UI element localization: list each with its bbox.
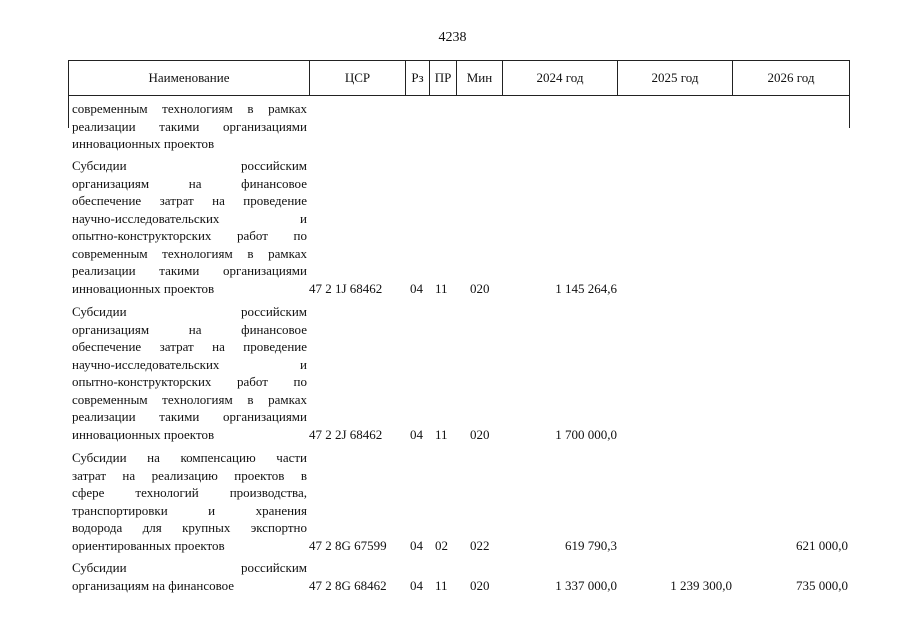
description-line: реализации такими организациями (72, 409, 307, 424)
row-2024-value: 1 145 264,6 (555, 280, 617, 296)
table-left-border (68, 96, 69, 128)
description-line: Субсидии российским (72, 304, 307, 319)
description-line: транспортировки и хранения (72, 502, 307, 518)
column-header-2025: 2025 год (618, 61, 733, 95)
description-line: организациям на финансовое (72, 321, 307, 337)
row-description (72, 559, 307, 594)
description-line: ориентированных проектов (72, 537, 225, 553)
row-pr: 11 (435, 577, 448, 593)
row-2025-value: 1 239 300,0 (670, 577, 732, 593)
description-line: организациям на финансовое (72, 175, 307, 191)
description-line: современным технологиям в рамках (72, 391, 307, 407)
row-rz: 04 (410, 537, 423, 553)
row-pr: 11 (435, 426, 448, 442)
row-min: 020 (470, 577, 490, 593)
description-line: реализации такими организациями (72, 263, 307, 278)
description-line: современным технологиям в рамках (72, 101, 307, 116)
row-min: 020 (470, 280, 490, 296)
description-line: сфере технологий производства, (72, 485, 307, 500)
row-description (72, 157, 307, 297)
description-line: Субсидии российским (72, 158, 307, 173)
row-description (72, 449, 307, 554)
column-header-rz: Рз (406, 61, 430, 95)
description-line: опытно-конструкторских работ по (72, 374, 307, 389)
row-2026-value: 735 000,0 (796, 577, 848, 593)
row-min: 020 (470, 426, 490, 442)
description-line: обеспечение затрат на проведение (72, 339, 307, 354)
row-csr: 47 2 2J 68462 (309, 426, 383, 442)
description-line: Субсидии российским (72, 560, 307, 575)
row-min: 022 (470, 537, 490, 553)
description-line: организациям на финансовое (72, 577, 235, 593)
row-2026-value: 621 000,0 (796, 537, 848, 553)
row-2024-value: 619 790,3 (565, 537, 617, 553)
row-rz: 04 (410, 280, 423, 296)
description-line: водорода для крупных экспортно (72, 520, 307, 535)
description-line: научно-исследовательских и (72, 210, 307, 226)
description-line: реализации такими организациями (72, 118, 307, 134)
description-line: обеспечение затрат на проведение (72, 193, 307, 208)
column-header-csr: ЦСР (310, 61, 406, 95)
column-header-2024: 2024 год (503, 61, 618, 95)
description-line: инновационных проектов (72, 426, 215, 442)
row-description (72, 100, 307, 153)
column-header-pr: ПР (430, 61, 457, 95)
row-description (72, 303, 307, 443)
table-header (68, 60, 850, 96)
row-csr: 47 2 8G 67599 (309, 537, 387, 553)
row-rz: 04 (410, 577, 423, 593)
page-number: 4238 (438, 30, 467, 45)
description-line: инновационных проектов (72, 280, 215, 296)
table-right-border (849, 96, 850, 128)
column-header-min: Мин (457, 61, 503, 95)
description-line: научно-исследовательских и (72, 356, 307, 372)
column-header-name: Наименование (69, 61, 310, 95)
row-csr: 47 2 8G 68462 (309, 577, 387, 593)
row-2024-value: 1 337 000,0 (555, 577, 617, 593)
description-line: опытно-конструкторских работ по (72, 228, 307, 243)
description-line: Субсидии на компенсацию части (72, 450, 307, 465)
description-line: затрат на реализацию проектов в (72, 467, 307, 483)
description-line: современным технологиям в рамках (72, 245, 307, 261)
column-header-2026: 2026 год (767, 70, 815, 85)
row-2024-value: 1 700 000,0 (555, 426, 617, 442)
row-rz: 04 (410, 426, 423, 442)
description-line: инновационных проектов (72, 136, 215, 151)
row-csr: 47 2 1J 68462 (309, 280, 383, 296)
row-pr: 11 (435, 280, 448, 296)
row-pr: 02 (435, 537, 448, 553)
